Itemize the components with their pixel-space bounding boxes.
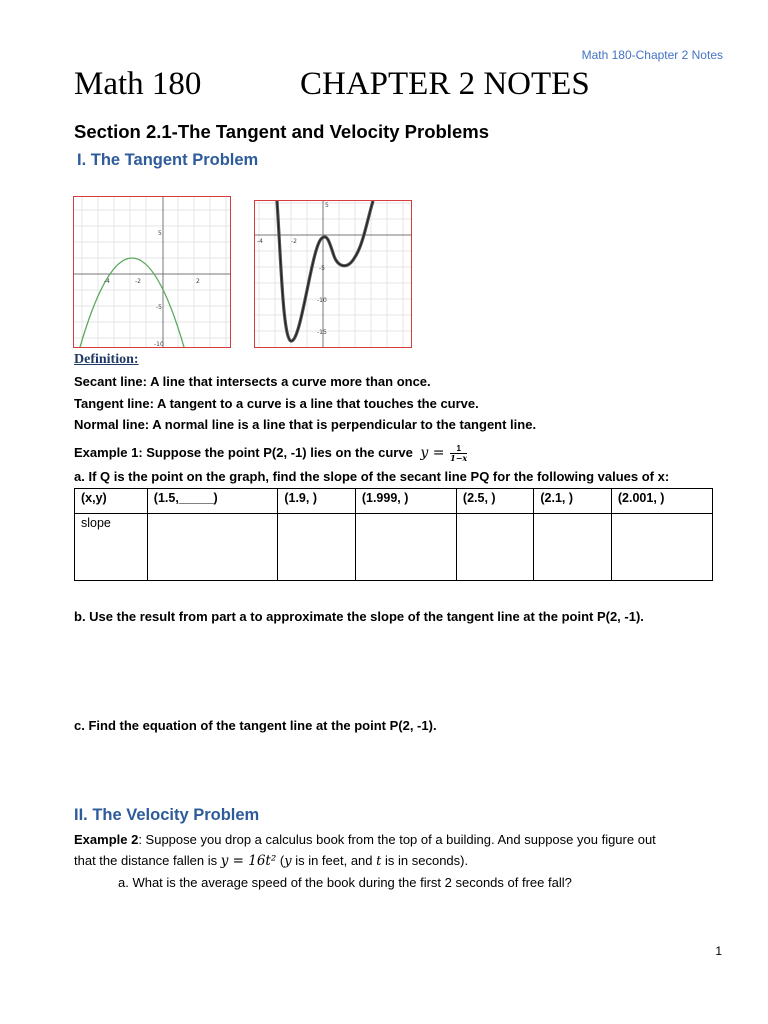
example2-label: Example 2 (74, 832, 139, 847)
parabola-curve (80, 258, 184, 347)
quartic-graph (254, 200, 412, 348)
table-cell[interactable] (456, 514, 533, 581)
table-row-label: slope (75, 514, 148, 581)
example1-intro (74, 444, 467, 463)
example1-part-b: b. Use the result from part a to approximate the slope of the tangent line at the point P(2, -1). (74, 609, 644, 624)
y-tick-label: -5 (319, 265, 325, 272)
example2-line1 (74, 832, 656, 848)
table-cell[interactable] (147, 514, 278, 581)
x-tick-label: -2 (135, 278, 141, 285)
definition-label: Definition: (74, 352, 139, 367)
table-header-cell: (x,y) (75, 489, 148, 514)
formula-denominator: 1−x (450, 453, 468, 463)
example2-line2 (74, 853, 468, 870)
x-tick-label: 2 (196, 278, 200, 285)
table-cell[interactable] (278, 514, 355, 581)
quartic-graph-svg (255, 201, 411, 347)
tangent-definition: Tangent line: A tangent to a curve is a line that touches the curve. (74, 396, 479, 411)
y-tick-label: 5 (325, 202, 329, 209)
tangent-problem-heading: I. The Tangent Problem (77, 151, 259, 169)
example2-line2-mid: ( (276, 853, 285, 868)
example2-line2-pre: that the distance fallen is (74, 853, 218, 868)
page-number: 1 (715, 944, 722, 958)
parabola-graph (73, 196, 231, 348)
section-title: Section 2.1-The Tangent and Velocity Problems (74, 121, 489, 142)
formula-lhs: y = (420, 444, 445, 461)
x-tick-label: -2 (291, 238, 297, 245)
normal-definition: Normal line: A normal line is a line that is perpendicular to the tangent line. (74, 417, 537, 432)
velocity-problem-heading: II. The Velocity Problem (74, 806, 260, 824)
example2-line1-text: : Suppose you drop a calculus book from the top of a building. And suppose you figure out (138, 832, 656, 847)
x-tick-label: -4 (104, 278, 110, 285)
example1-intro-text: Example 1: Suppose the point P(2, -1) lies on the curve (74, 444, 413, 460)
table-header-cell: (2.5, ) (456, 489, 533, 514)
y-tick-label: -10 (317, 297, 327, 304)
secant-definition: Secant line: A line that intersects a curve more than once. (74, 374, 431, 389)
y-tick-label: 5 (158, 230, 162, 237)
table-header-cell: (1.5,_____) (147, 489, 278, 514)
example1-part-c: c. Find the equation of the tangent line at the point P(2, -1). (74, 718, 437, 733)
table-header-row (75, 489, 713, 514)
x-tick-label: -4 (257, 238, 263, 245)
secant-slope-table (74, 488, 713, 581)
table-cell[interactable] (355, 514, 456, 581)
parabola-graph-svg (74, 197, 230, 347)
table-header-cell: (2.001, ) (611, 489, 712, 514)
var-y: y (284, 854, 292, 869)
chapter-title: CHAPTER 2 NOTES (300, 66, 590, 102)
formula-numerator: 1 (450, 444, 467, 454)
table-header-cell: (1.9, ) (278, 489, 355, 514)
var-t: t (376, 854, 382, 869)
example2-line2-post: is in feet, and (291, 853, 373, 868)
course-title: Math 180 (74, 66, 202, 102)
y-tick-label: -5 (156, 304, 162, 311)
table-header-cell: (2.1, ) (534, 489, 611, 514)
example2-formula: y = 16t² (220, 853, 277, 869)
y-tick-label: -15 (317, 329, 327, 336)
table-row (75, 514, 713, 581)
table-cell[interactable] (611, 514, 712, 581)
table-cell[interactable] (534, 514, 611, 581)
table-header-cell: (1.999, ) (355, 489, 456, 514)
example2-line2-end: is in seconds). (381, 853, 469, 868)
y-tick-label: -10 (154, 341, 164, 347)
formula-fraction (450, 444, 467, 463)
example2-part-a: a. What is the average speed of the book during the first 2 seconds of free fall? (118, 875, 572, 890)
running-header: Math 180-Chapter 2 Notes (581, 48, 723, 62)
example1-part-a: a. If Q is the point on the graph, find the slope of the secant line PQ for the following values of x: (74, 469, 670, 484)
